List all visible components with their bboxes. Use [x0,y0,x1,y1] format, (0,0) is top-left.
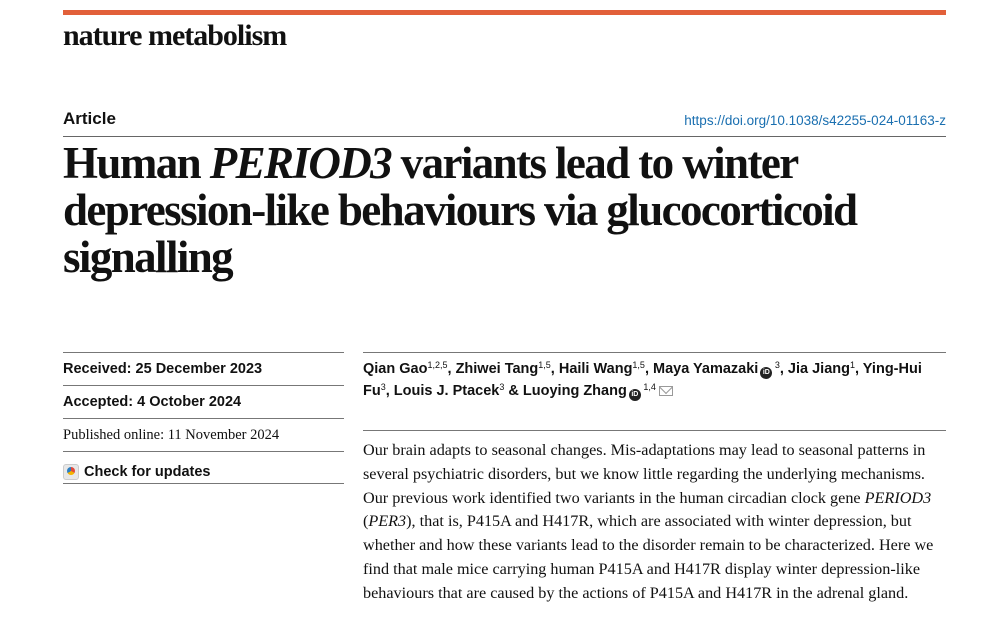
author-affiliation: 3 [380,382,386,392]
author-affiliation: 3 [499,382,505,392]
journal-logo[interactable]: nature metabolism [63,19,287,52]
author-affiliation: 1,4 [640,382,656,392]
author-name[interactable]: Ying-Hui Fu [363,361,922,399]
journal-accent-bar [63,10,946,15]
author-name[interactable]: Luoying Zhang [522,383,627,399]
author-separator: , [779,361,788,377]
author-separator: , [385,383,394,399]
title-gene: PERIOD3 [209,138,392,188]
author-separator: , [447,361,456,377]
abstract-gene: PERIOD3 [864,488,932,507]
author-affiliation: 1,2,5 [427,360,448,370]
author-separator: , [855,361,863,377]
abstract [363,439,953,606]
author-list [363,358,946,402]
author-separator: , [644,361,653,377]
authors-divider [363,352,946,353]
author-name[interactable]: Louis J. Ptacek [393,383,500,399]
author-separator: & [504,383,523,399]
title-prefix: Human [63,138,210,188]
author-name[interactable]: Haili Wang [558,361,633,377]
abstract-text-2: ( [363,512,369,531]
title-suffix: variants lead to winter depression-like behaviours via glucocorticoid signalling [63,138,857,282]
article-title [63,140,923,281]
abstract-divider [363,430,946,431]
accepted-date: Accepted: 4 October 2024 [63,385,344,418]
author-separator: , [550,361,559,377]
check-updates-button[interactable] [63,451,344,484]
check-updates-label: Check for updates [84,463,211,480]
author-name[interactable]: Qian Gao [363,361,428,377]
orcid-icon[interactable]: iD [629,389,641,401]
author-affiliation: 1,5 [632,360,645,370]
author-affiliation: 1 [849,360,855,370]
abstract-text-3: ), that is, P415A and H417R, which are associated with winter depression, but whether and how these variants lead to the disorder remain to be characterized. Here we find that male mice carrying human P415A and H417R display winter depression-like behaviours that are caused by the actions of P415A and H417R in the adrenal gland. [363,512,934,602]
author-name[interactable]: Maya Yamazaki [653,361,759,377]
article-type: Article [63,109,116,128]
author-affiliation: 3 [772,360,780,370]
received-date: Received: 25 December 2023 [63,352,344,385]
header-divider [63,136,946,137]
orcid-icon[interactable]: iD [760,367,772,379]
author-name[interactable]: Zhiwei Tang [455,361,539,377]
mail-icon[interactable] [659,386,673,396]
article-dates [63,352,344,484]
check-updates-icon [63,464,79,480]
published-date: Published online: 11 November 2024 [63,418,344,451]
abstract-gene-abbr: PER3 [368,512,407,531]
author-affiliation: 1,5 [538,360,551,370]
author-name[interactable]: Jia Jiang [787,361,850,377]
abstract-text-1: Our brain adapts to seasonal changes. Mis-adaptations may lead to seasonal patterns in several psychiatric disorders, but we know little regarding the underlying mechanisms. Our previous work identified two variants in the human circadian clock gene [363,441,926,507]
doi-link[interactable]: https://doi.org/10.1038/s42255-024-01163-z [684,113,946,128]
